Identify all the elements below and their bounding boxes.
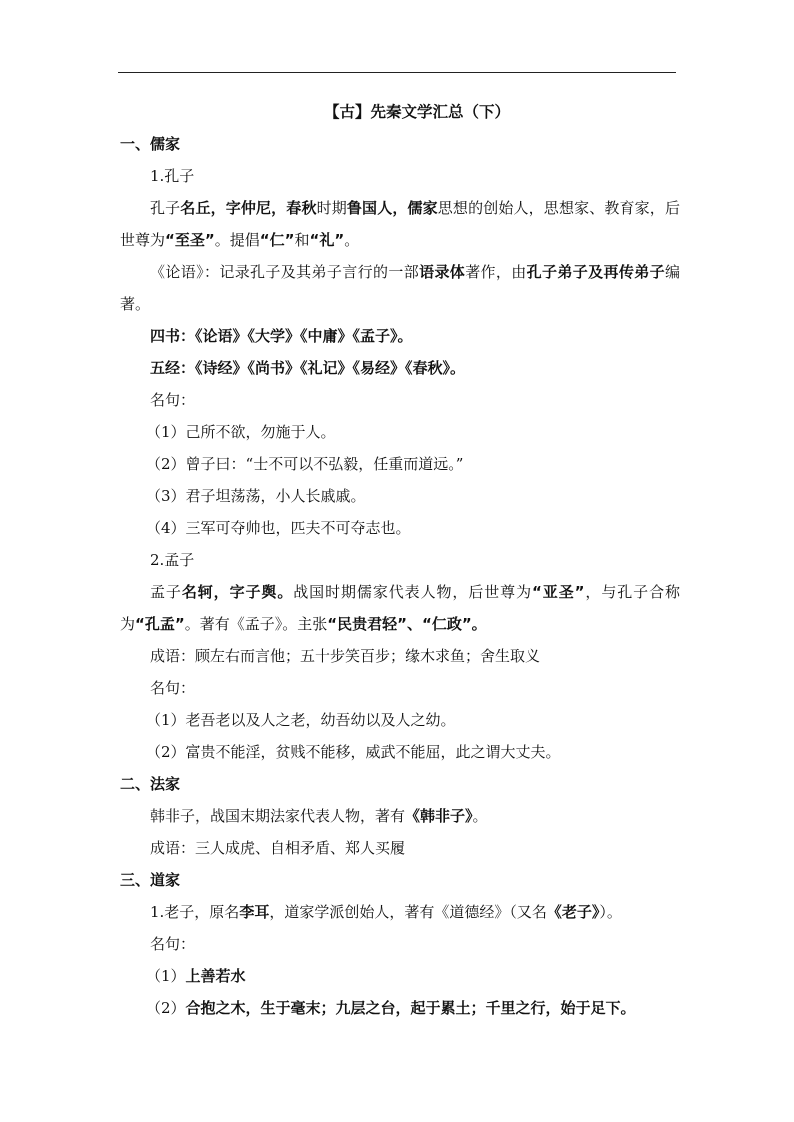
quote-item: （2）曾子曰：“士不可以不弘毅，任重而道远。”: [146, 455, 464, 473]
confucius-intro: 孔子名丘，字仲尼，春秋时期鲁国人，儒家思想的创始人，思想家、教育家，后世尊为“至圣”。提倡“仁”和“礼”。: [120, 199, 680, 249]
quotes-label: 名句：: [150, 935, 196, 953]
quote-item: （1）上善若水: [146, 967, 246, 985]
quote-item: （4）三军可夺帅也，匹夫不可夺志也。: [146, 519, 411, 537]
quote-item: （2）合抱之木，生于毫末；九层之台，起于累土；千里之行，始于足下。: [146, 999, 636, 1017]
mencius-idioms: 成语：顾左右而言他；五十步笑百步；缘木求鱼；舍生取义: [150, 647, 541, 665]
quotes-label: 名句：: [150, 679, 196, 697]
section-heading-daoism: 三、道家: [120, 871, 181, 889]
quotes-label: 名句：: [150, 391, 196, 409]
analects-description: 《论语》：记录孔子及其弟子言行的一部语录体著作，由孔子弟子及再传弟子编著。: [120, 263, 680, 313]
section-heading-confucianism: 一、儒家: [120, 135, 181, 153]
mencius-intro: 孟子名轲，字子舆。战国时期儒家代表人物，后世尊为“亚圣”，与孔子合称为“孔孟”。著有《孟子》。主张“民贵君轻”、“仁政”。: [120, 583, 680, 633]
five-classics: 五经：《诗经》《尚书》《礼记》《易经》《春秋》。: [150, 359, 466, 377]
laozi-intro: 1.老子，原名李耳，道家学派创始人，著有《道德经》（又名《老子》）。: [150, 903, 622, 921]
header-rule: [118, 72, 676, 73]
subheading-mencius: 2.孟子: [150, 551, 195, 569]
legalism-idioms: 成语：三人成虎、自相矛盾、郑人买履: [150, 839, 406, 857]
subheading-confucius: 1.孔子: [150, 167, 195, 185]
quote-item: （2）富贵不能淫，贫贱不能移，威武不能屈，此之谓大丈夫。: [146, 743, 561, 761]
quote-item: （3）君子坦荡荡，小人长戚戚。: [146, 487, 366, 505]
section-heading-legalism: 二、法家: [120, 775, 181, 793]
document-page: [120, 96, 680, 1024]
hanfeizi-intro: 韩非子，战国末期法家代表人物，著有《韩非子》。: [150, 807, 488, 825]
quote-item: （1）老吾老以及人之老，幼吾幼以及人之幼。: [146, 711, 456, 729]
four-books: 四书：《论语》《大学》《中庸》《孟子》。: [150, 327, 413, 345]
quote-item: （1）己所不欲，勿施于人。: [146, 423, 336, 441]
page-title: 【古】先秦文学汇总（下）: [323, 102, 510, 121]
